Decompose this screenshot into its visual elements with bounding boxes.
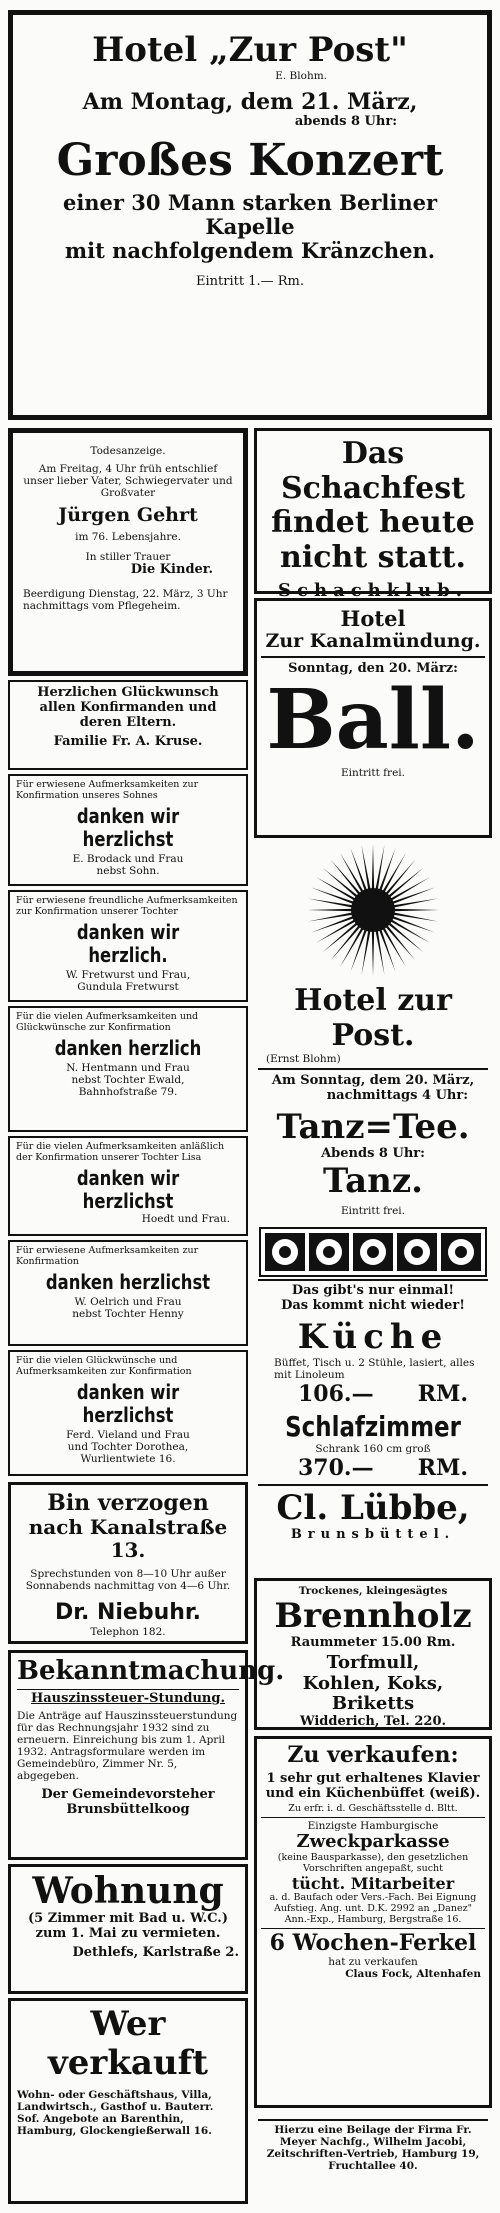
dank2-headline: danken wir herzlich. [76, 919, 180, 967]
verk-mitarbeiter: tücht. Mitarbeiter [291, 1873, 455, 1893]
moebel-kueche-desc: Büffet, Tisch u. 2 Stühle, lasiert, alles mit Linoleum [274, 1356, 475, 1382]
dank6-sig2: und Tochter Dorothea, [67, 1440, 189, 1453]
brennholz-line2: Torfmull, [326, 1652, 420, 1674]
moebel-rm1: RM. [417, 1381, 468, 1408]
moebel-schlaf-desc: Schrank 160 cm groß [315, 1443, 431, 1456]
verk-zweck: Zweckparkasse [296, 1831, 450, 1853]
dank6-text: Für die vielen Glückwünsche und Aufmerksamkeiten zur Konfirmation [16, 1355, 192, 1377]
bek-sig1: Der Gemeindevorsteher [41, 1787, 215, 1803]
bek-sig2: Brunsbüttelkoog [66, 1802, 190, 1818]
brennholz-line3: Kohlen, Koks, Briketts [302, 1672, 444, 1715]
moebel-line2: Das kommt nicht wieder! [281, 1297, 465, 1313]
chess-line1: Das Schachfest [281, 436, 465, 506]
hotel-title: Hotel „Zur Post" [92, 30, 408, 70]
moebel-kueche: Küche [297, 1316, 449, 1357]
death-name: Jürgen Gehrt [58, 504, 198, 527]
verk-text1b: Zu erfr. i. d. Geschäftsstelle d. Bltt. [288, 1803, 458, 1815]
ad-zu-verkaufen [254, 1736, 492, 2108]
tanz-time: nachmittags 4 Uhr: [326, 1088, 468, 1103]
tanz-owner: (Ernst Blohm) [266, 1053, 341, 1065]
concert-time: abends 8 Uhr: [294, 114, 397, 130]
niebuhr-line1: Bin verzogen [47, 1490, 209, 1516]
moebel-line1: Das gibt's nur einmal! [291, 1283, 455, 1298]
dank1-sig1: E. Brodack und Frau [72, 852, 184, 865]
tanz-date: Am Sonntag, dem 20. März, [271, 1073, 475, 1089]
dank3-text: Für die vielen Aufmerksamkeiten und Glückwünsche zur Konfirmation [16, 1011, 199, 1033]
ad-kanalmuendung [254, 598, 492, 838]
death-title: Todesanzeige. [90, 445, 166, 457]
chess-club: Schachklub. [277, 580, 468, 601]
sun-icon [305, 842, 441, 978]
verk-zweck-text: (keine Bausparkasse), den gesetzlichen Vorschriften angepaßt, sucht [277, 1851, 469, 1874]
dank4-sig: Hoedt und Frau. [141, 1212, 230, 1225]
dank6-sig1: Ferd. Vieland und Frau [66, 1428, 190, 1441]
tanz-dance: Tanz. [323, 1160, 423, 1201]
brennholz-title: Brennholz [274, 1596, 472, 1637]
moebel-rm2: RM. [417, 1455, 468, 1482]
gw-line3: deren Eltern. [79, 714, 177, 730]
moebel-kueche-price: 106.— [298, 1381, 374, 1408]
gw-sig: Familie Fr. A. Kruse. [53, 733, 203, 749]
ad-dr-niebuhr [8, 1482, 248, 1644]
chess-line2: findet heute [271, 505, 475, 540]
concert-headline: Großes Konzert [56, 135, 444, 187]
niebuhr-name: Dr. Niebuhr. [54, 1600, 201, 1626]
sun-ornament-block [254, 842, 492, 982]
ad-wer-verkauft [8, 1998, 248, 2204]
dank4-headline: danken wir herzlichst [76, 1165, 180, 1213]
dank4-text: Für die vielen Aufmerksamkeiten anläßlich der Konfirmation unserer Tochter Lisa [16, 1141, 225, 1163]
dank3-sig2: nebst Tochter Ewald, [71, 1073, 185, 1086]
ad-dank-fretwurst [8, 890, 248, 1002]
ad-brennholz [254, 1578, 492, 1730]
death-children: Die Kinder. [130, 562, 213, 578]
death-age: im 76. Lebensjahre. [75, 531, 181, 544]
ad-todesanzeige [8, 428, 248, 676]
gw-line1: Herzlichen Glückwunsch [37, 685, 219, 700]
brennholz-price: Raummeter 15.00 Rm. [290, 1635, 456, 1651]
ad-dank-hoedt [8, 1136, 248, 1236]
moebel-schlaf-price: 370.— [298, 1455, 374, 1482]
dank3-sig3: Bahnhofstraße 79. [78, 1085, 178, 1098]
tanz-entry: Eintritt frei. [341, 1205, 405, 1218]
verk-mit-text: a. d. Baufach oder Vers.-Fach. Bei Eignung Aufstieg. Ang. unt. D.K. 2992 an „Danez" Ann.-Exp., Hamburg, Bergstraße 16. [269, 1892, 477, 1925]
dank1-sig2: nebst Sohn. [96, 864, 160, 877]
concert-entry: Eintritt 1.— Rm. [196, 274, 304, 290]
ad-bekanntmachung [8, 1650, 285, 1860]
concert-line2: Kapelle [205, 214, 295, 240]
tanz-hotel-title: Hotel zur Post. [294, 983, 452, 1053]
dank5-sig2: nebst Tochter Henny [72, 1307, 184, 1320]
moebel-place: Brunsbüttel. [290, 1527, 456, 1543]
beilage-note [254, 2112, 492, 2204]
verk-ferkel-text: hat zu verkaufen [328, 1956, 418, 1969]
dank5-sig1: W. Oelrich und Frau [74, 1295, 182, 1308]
dank3-headline: danken herzlich [54, 1035, 202, 1060]
wer-title: Wer verkauft [48, 2004, 208, 2084]
verk-zweck-pre: Einzigste Hamburgische [307, 1820, 439, 1833]
tanz-tee: Tanz=Tee. [276, 1106, 470, 1147]
kanal-line2: Zur Kanalmündung. [265, 630, 481, 653]
concert-line3: mit nachfolgendem Kränzchen. [64, 238, 436, 264]
kanal-ball: Ball. [266, 671, 480, 768]
bek-title: Bekanntmachung. [17, 1656, 285, 1686]
ad-wohnung [8, 1864, 248, 1994]
dank2-text: Für erwiesene freundliche Aufmerksamkeiten zur Konfirmation unserer Tochter [16, 895, 238, 917]
death-text: Am Freitag, 4 Uhr früh entschlief unser lieber Vater, Schwiegervater und Großvater [23, 463, 233, 500]
wohnung-text1: (5 Zimmer mit Bad u. W.C.) [28, 1911, 228, 1927]
wer-text: Wohn- oder Geschäftshaus, Villa, Landwirtsch., Gasthof u. Bauterr. Sof. Angebote an Barenthin, Hamburg, Glockengießerwall 16. [17, 2089, 214, 2138]
dank2-sig1: W. Fretwurst und Frau, [65, 968, 191, 981]
dank5-text: Für erwiesene Aufmerksamkeiten zur Konfirmation [16, 1245, 199, 1267]
wohnung-text2: zum 1. Mai zu vermieten. [35, 1926, 221, 1942]
dank1-headline: danken wir herzlichst [76, 803, 180, 851]
ad-schachfest [254, 428, 492, 601]
concert-line1: einer 30 Mann starken Berliner [62, 189, 438, 215]
dank6-headline: danken wir herzlichst [76, 1379, 180, 1427]
ad-glueckwunsch [8, 680, 248, 770]
moebel-schlafzimmer: Schlafzimmer [285, 1410, 461, 1444]
kanal-date: Sonntag, den 20. März: [288, 660, 458, 676]
ornament-border-icon [259, 1227, 487, 1277]
ad-dank-brodack [8, 774, 248, 886]
ad-hotel-zur-post-konzert [8, 10, 492, 420]
brennholz-line0: Trockenes, kleingesägtes [298, 1585, 448, 1597]
ad-moebel-luebbe [254, 1276, 492, 1572]
moebel-firm: Cl. Lübbe, [276, 1488, 470, 1529]
ad-dank-hentmann [8, 1006, 248, 1132]
tanz-evening: Abends 8 Uhr: [321, 1146, 425, 1162]
chess-line3: nicht statt. [280, 539, 466, 575]
kanal-line1: Hotel [340, 606, 406, 631]
verk-text1: 1 sehr gut erhaltenes Klavier und ein Küchenbüffet (weiß). [265, 1771, 481, 1802]
bek-text: Die Anträge auf Hauszinssteuerstundung für das Rechnungsjahr 1932 sind zu erneuern. Einreichung bis zum 1. April 1932. Antragsformulare werden im Gemeindebüro, Zimmer Nr. 5, abgegeben. [17, 1709, 238, 1783]
ad-hotel-zur-post-tanz [254, 984, 492, 1270]
verk-title: Zu verkaufen: [287, 1742, 459, 1768]
niebuhr-hours: Sprechstunden von 8—10 Uhr außer Sonnabends nachmittag von 4—6 Uhr. [25, 1568, 231, 1593]
dank1-text: Für erwiesene Aufmerksamkeiten zur Konfirmation unseres Sohnes [16, 779, 199, 801]
dank2-sig2: Gundula Fretwurst [77, 980, 179, 993]
death-funeral: Beerdigung Dienstag, 22. März, 3 Uhr nachmittags vom Pflegeheim. [23, 588, 228, 613]
niebuhr-phone: Telephon 182. [90, 1625, 166, 1638]
dank3-sig1: N. Hentmann und Frau [66, 1061, 190, 1074]
hotel-owner: E. Blohm. [275, 70, 327, 83]
death-mourning: In stiller Trauer [85, 551, 171, 564]
verk-ferkel: 6 Wochen-Ferkel [269, 1929, 477, 1956]
wohnung-title: Wohnung [32, 1870, 224, 1912]
ad-dank-vieland [8, 1350, 248, 1476]
ad-dank-oelrich [8, 1240, 248, 1346]
dank5-headline: danken herzlichst [45, 1269, 211, 1294]
dank6-sig3: Wurlientwiete 16. [80, 1452, 176, 1465]
bek-sub: Hauszinssteuer-Stundung. [30, 1690, 226, 1706]
concert-date: Am Montag, dem 21. März, [82, 89, 418, 116]
beilage-text: Hierzu eine Beilage der Firma Fr. Meyer Nachfg., Wilhelm Jacobi, Zeitschriften-Vertrieb, Hamburg 19, Fruchtallee 40. [266, 2124, 480, 2173]
brennholz-sig: Widderich, Tel. 220. [299, 1714, 447, 1730]
niebuhr-line2: nach Kanalstraße 13. [28, 1515, 228, 1563]
wohnung-sig: Dethlefs, Karlstraße 2. [72, 1945, 239, 1961]
verk-ferkel-sig: Claus Fock, Altenhafen [345, 1968, 481, 1981]
gw-line2: allen Konfirmanden und [39, 699, 217, 715]
kanal-entry: Eintritt frei. [341, 767, 405, 780]
